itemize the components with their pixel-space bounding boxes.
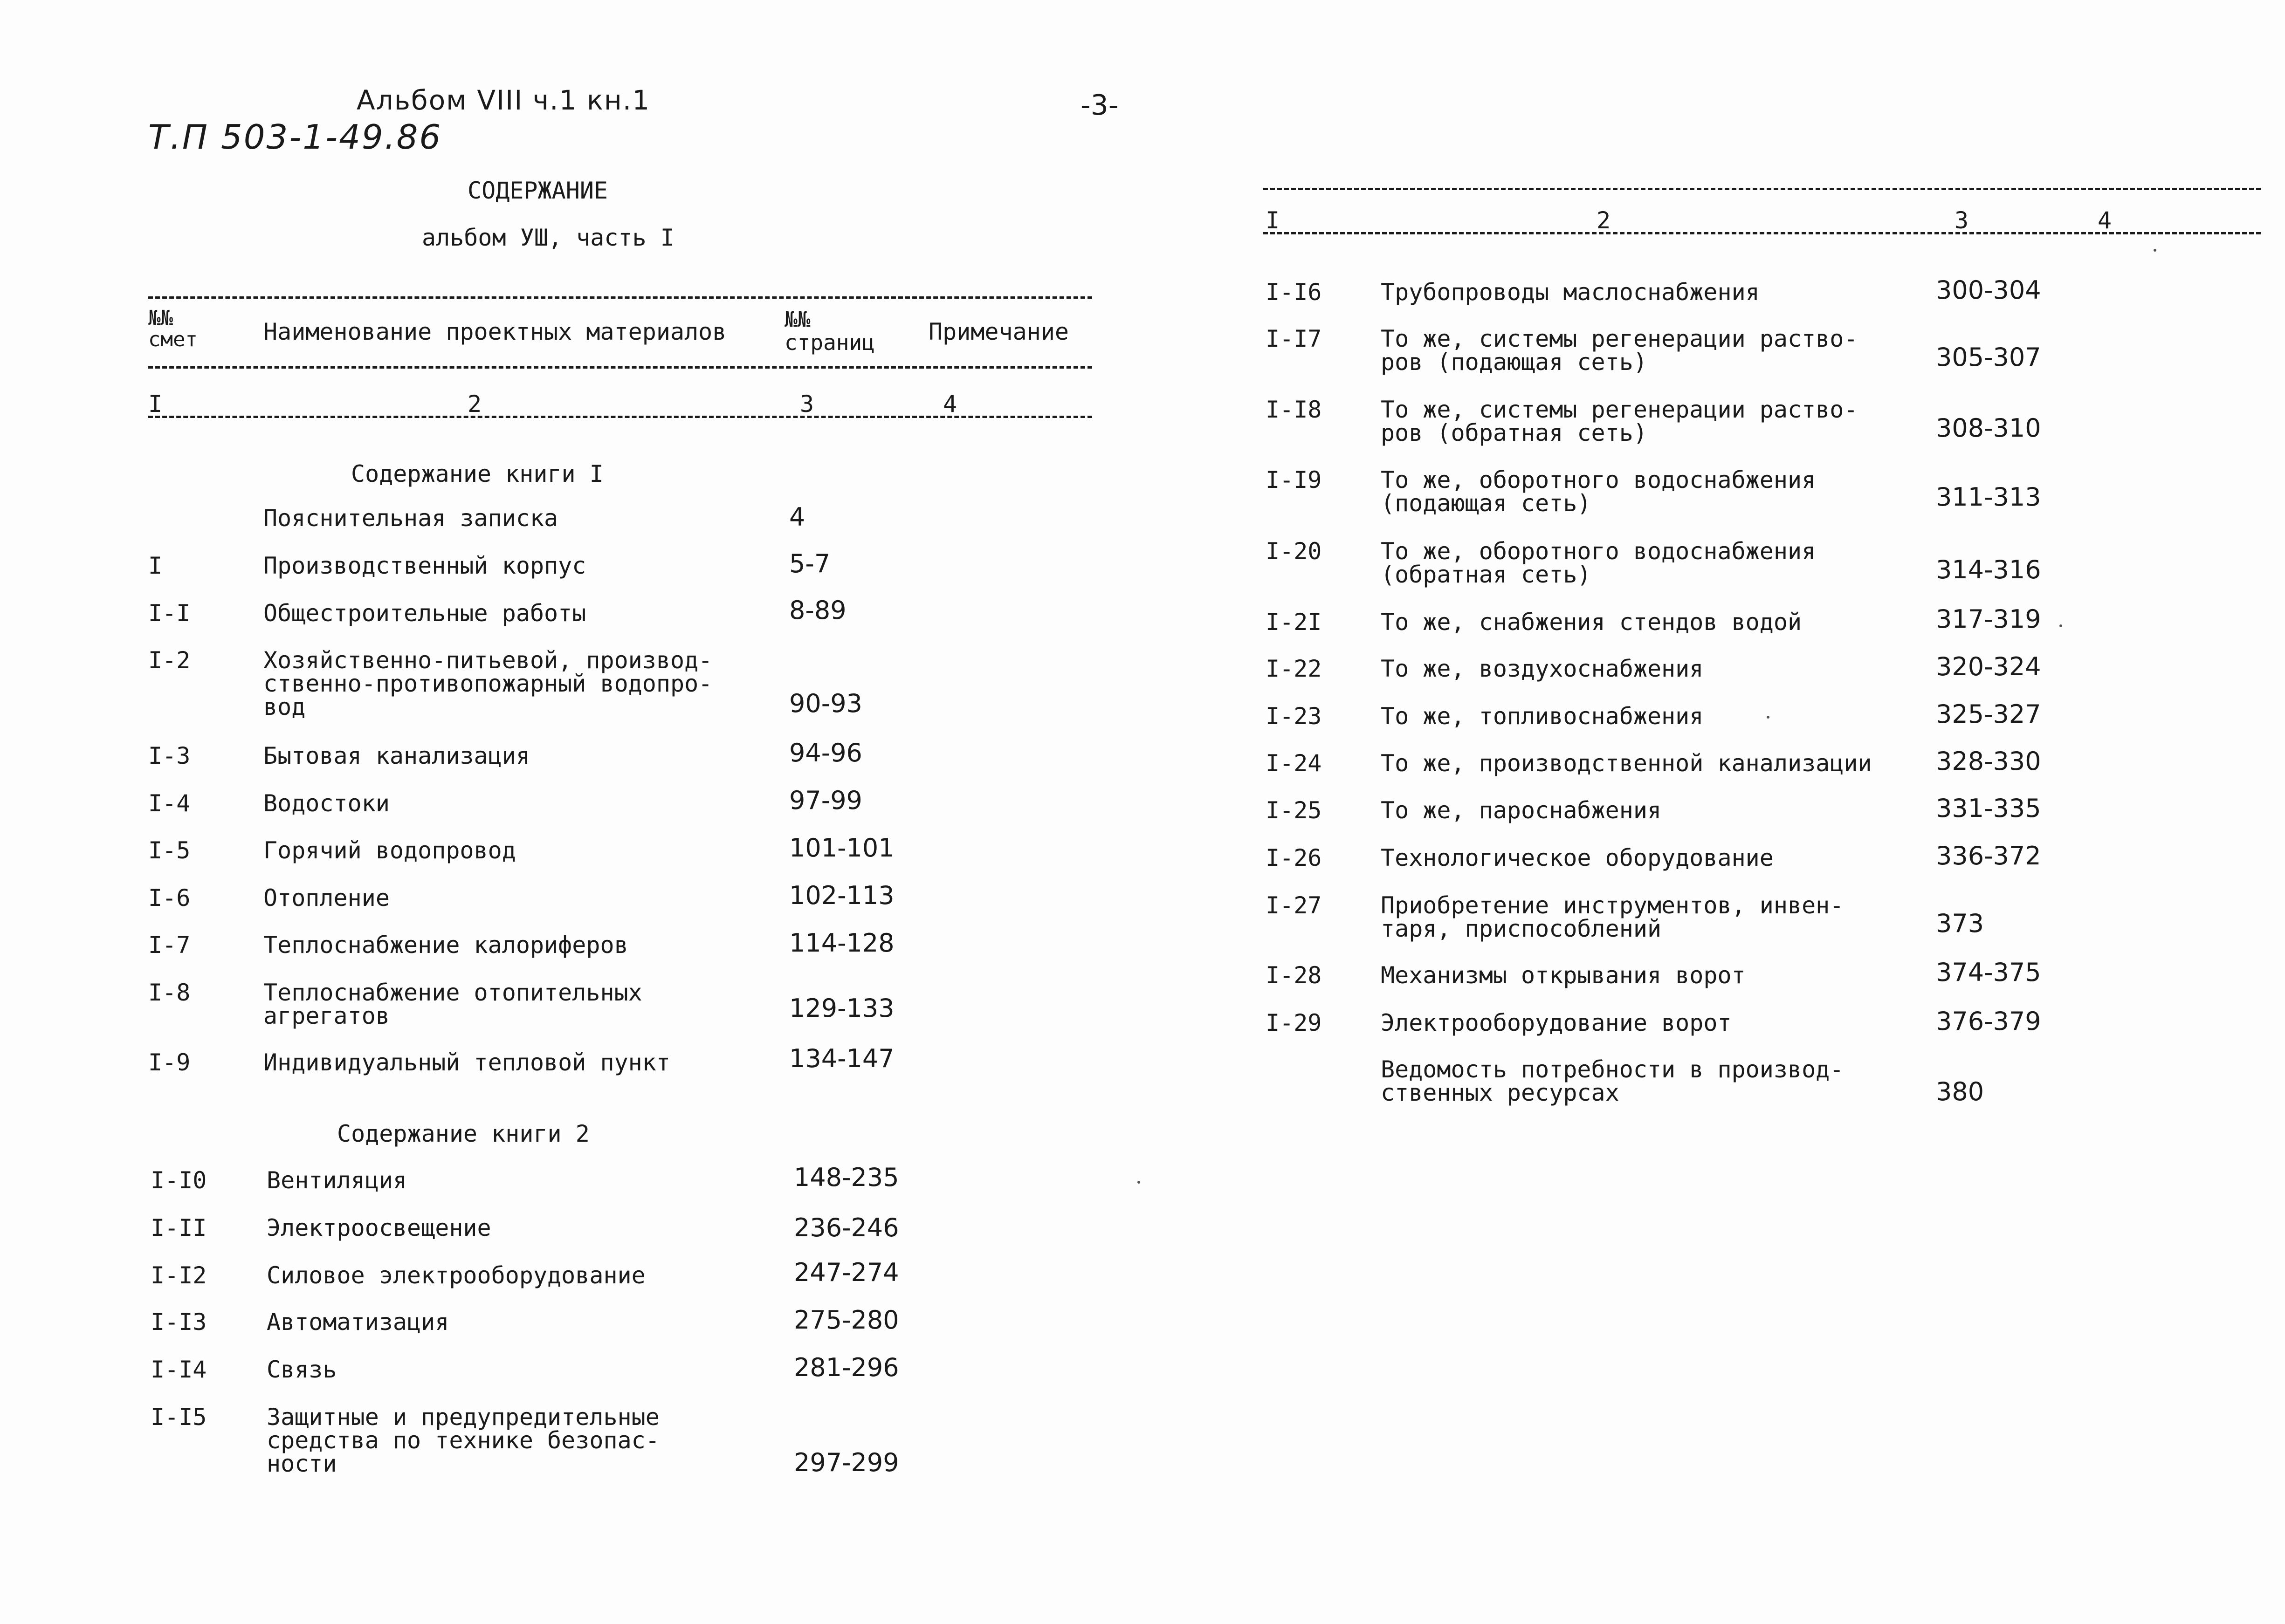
- row-pages: 320-324: [1936, 652, 2041, 681]
- row-number: I-25: [1266, 797, 1322, 824]
- row-pages: 102-113: [789, 881, 895, 910]
- row-pages: 5-7: [789, 549, 831, 578]
- column-number-2: 2: [468, 391, 482, 418]
- row-title: Силовое электрооборудование: [267, 1262, 646, 1289]
- row-pages: 308-310: [1936, 413, 2041, 443]
- row-pages: 328-330: [1936, 747, 2041, 776]
- column-number-3: 3: [800, 391, 814, 418]
- album-label: Альбом VIII ч.1 кн.1: [357, 84, 651, 116]
- row-number: I-I5: [151, 1404, 207, 1431]
- row-pages: 300-304: [1936, 275, 2041, 305]
- row-pages: 114-128: [789, 928, 895, 958]
- row-title: Хозяйственно-питьевой, производ- ственно-противопожарный водопро- вод: [263, 647, 713, 720]
- row-number: I-I4: [151, 1356, 207, 1383]
- row-title: То же, оборотного водоснабжения (подающая сеть): [1381, 466, 1816, 517]
- row-number: I-I6: [1266, 279, 1322, 306]
- row-pages: 380: [1936, 1077, 1984, 1106]
- row-number: I-2I: [1266, 609, 1322, 636]
- row-number: I-23: [1266, 703, 1322, 730]
- row-pages: 97-99: [789, 786, 862, 815]
- right-column-number-3: 3: [1955, 207, 1969, 234]
- header-mid-rule: [148, 366, 1092, 369]
- book1-heading: Содержание книги I: [351, 460, 604, 487]
- row-title: Пояснительная записка: [263, 505, 558, 532]
- scan-speck: [1767, 716, 1769, 719]
- scan-speck: [2059, 624, 2062, 627]
- document-title: СОДЕРЖАНИЕ: [468, 177, 608, 204]
- row-pages: 331-335: [1936, 794, 2041, 823]
- row-number: I-29: [1266, 1009, 1322, 1036]
- row-number: I-2: [148, 647, 191, 674]
- row-number: I-I9: [1266, 466, 1322, 493]
- row-pages: 305-307: [1936, 343, 2041, 372]
- row-pages: 4: [789, 502, 805, 532]
- row-title: Индивидуальный тепловой пункт: [263, 1049, 670, 1076]
- row-pages: 236-246: [794, 1213, 899, 1242]
- row-title: Теплоснабжение калориферов: [263, 932, 628, 959]
- row-pages: 311-313: [1936, 482, 2041, 512]
- row-title: Автоматизация: [267, 1309, 449, 1336]
- project-code: Т.П 503-1-49.86: [148, 117, 442, 157]
- row-title: То же, топливоснабжения: [1381, 703, 1704, 730]
- row-number: I: [148, 552, 163, 579]
- row-title: Ведомость потребности в производ- ственных ресурсах: [1381, 1056, 1844, 1106]
- row-pages: 325-327: [1936, 699, 2041, 729]
- row-pages: 374-375: [1936, 958, 2041, 987]
- right-header-top-rule: [1263, 188, 2261, 190]
- column-number-1: I: [148, 391, 163, 418]
- row-pages: 247-274: [794, 1258, 899, 1287]
- row-title: То же, системы регенерации раство- ров (обратная сеть): [1381, 396, 1858, 446]
- row-title: То же, производственной канализации: [1381, 750, 1872, 777]
- row-title: Общестроительные работы: [263, 600, 586, 627]
- row-number: I-I7: [1266, 325, 1322, 352]
- row-number: I-4: [148, 790, 191, 817]
- row-title: То же, воздухоснабжения: [1381, 655, 1704, 682]
- row-pages: 275-280: [794, 1305, 899, 1335]
- row-title: То же, снабжения стендов водой: [1381, 609, 1802, 636]
- row-title: Бытовая канализация: [263, 742, 530, 769]
- row-pages: 336-372: [1936, 841, 2041, 870]
- column-number-4: 4: [943, 391, 957, 418]
- row-title: Приобретение инструментов, инвен- таря, приспособлений: [1381, 892, 1844, 942]
- row-title: Теплоснабжение отопительных агрегатов: [263, 979, 642, 1029]
- row-pages: 8-89: [789, 596, 847, 625]
- column-header-name: Наименование проектных материалов: [263, 318, 727, 345]
- row-number: I-I3: [151, 1309, 207, 1336]
- row-title: Электрооборудование ворот: [1381, 1009, 1732, 1036]
- row-number: I-I0: [151, 1167, 207, 1194]
- row-number: I-24: [1266, 750, 1322, 777]
- book2-heading: Содержание книги 2: [337, 1120, 590, 1147]
- row-pages: 94-96: [789, 738, 862, 767]
- row-number: I-7: [148, 932, 191, 959]
- row-number: I-28: [1266, 962, 1322, 989]
- row-title: Связь: [267, 1356, 337, 1383]
- right-column-number-4: 4: [2098, 207, 2112, 234]
- right-column-number-1: I: [1266, 207, 1280, 234]
- row-pages: 376-379: [1936, 1007, 2041, 1036]
- row-title: Горячий водопровод: [263, 837, 516, 864]
- column-header-number: №№ смет: [148, 306, 198, 351]
- row-title: То же, пароснабжения: [1381, 797, 1662, 824]
- scan-speck: [2154, 249, 2156, 252]
- row-title: Электроосвещение: [267, 1214, 491, 1241]
- row-pages: 90-93: [789, 689, 862, 718]
- row-title: Производственный корпус: [263, 552, 586, 579]
- row-number: I-22: [1266, 655, 1322, 682]
- right-column-number-2: 2: [1597, 207, 1611, 234]
- right-header-bottom-rule: [1263, 232, 2261, 234]
- row-number: I-9: [148, 1049, 191, 1076]
- row-number: I-20: [1266, 538, 1322, 565]
- row-pages: 317-319: [1936, 604, 2041, 634]
- row-number: I-3: [148, 742, 191, 769]
- row-title: Отопление: [263, 884, 390, 911]
- row-pages: 134-147: [789, 1044, 895, 1073]
- row-pages: 101-101: [789, 833, 895, 863]
- row-number: I-6: [148, 884, 191, 911]
- row-number: I-27: [1266, 892, 1322, 919]
- row-pages: 129-133: [789, 994, 895, 1023]
- column-header-note: Примечание: [929, 318, 1069, 345]
- row-pages: 297-299: [794, 1448, 899, 1477]
- row-title: То же, оборотного водоснабжения (обратная сеть): [1381, 538, 1816, 588]
- row-title: Механизмы открывания ворот: [1381, 962, 1746, 989]
- row-number: I-I: [148, 600, 191, 627]
- row-pages: 314-316: [1936, 555, 2041, 584]
- row-pages: 148-235: [794, 1163, 899, 1192]
- scan-speck: [1137, 1181, 1140, 1184]
- row-number: I-8: [148, 979, 191, 1006]
- row-number: I-II: [151, 1214, 207, 1241]
- row-title: Вентиляция: [267, 1167, 407, 1194]
- row-number: I-I8: [1266, 396, 1322, 423]
- row-title: Трубопроводы маслоснабжения: [1381, 279, 1760, 306]
- row-title: Защитные и предупредительные средства по технике безопас- ности: [267, 1404, 660, 1477]
- row-title: Технологическое оборудование: [1381, 844, 1774, 871]
- row-number: I-5: [148, 837, 191, 864]
- row-pages: 281-296: [794, 1353, 899, 1382]
- row-title: Водостоки: [263, 790, 390, 817]
- header-top-rule: [148, 296, 1092, 299]
- row-number: I-26: [1266, 844, 1322, 871]
- row-number: I-I2: [151, 1262, 207, 1289]
- document-subtitle: альбом УШ, часть I: [422, 224, 674, 251]
- page-number: -3-: [1081, 89, 1119, 122]
- row-pages: 373: [1936, 909, 1984, 938]
- column-header-pages: №№ страниц: [785, 307, 875, 355]
- header-bottom-rule: [148, 416, 1092, 418]
- row-title: То же, системы регенерации раство- ров (подающая сеть): [1381, 325, 1858, 376]
